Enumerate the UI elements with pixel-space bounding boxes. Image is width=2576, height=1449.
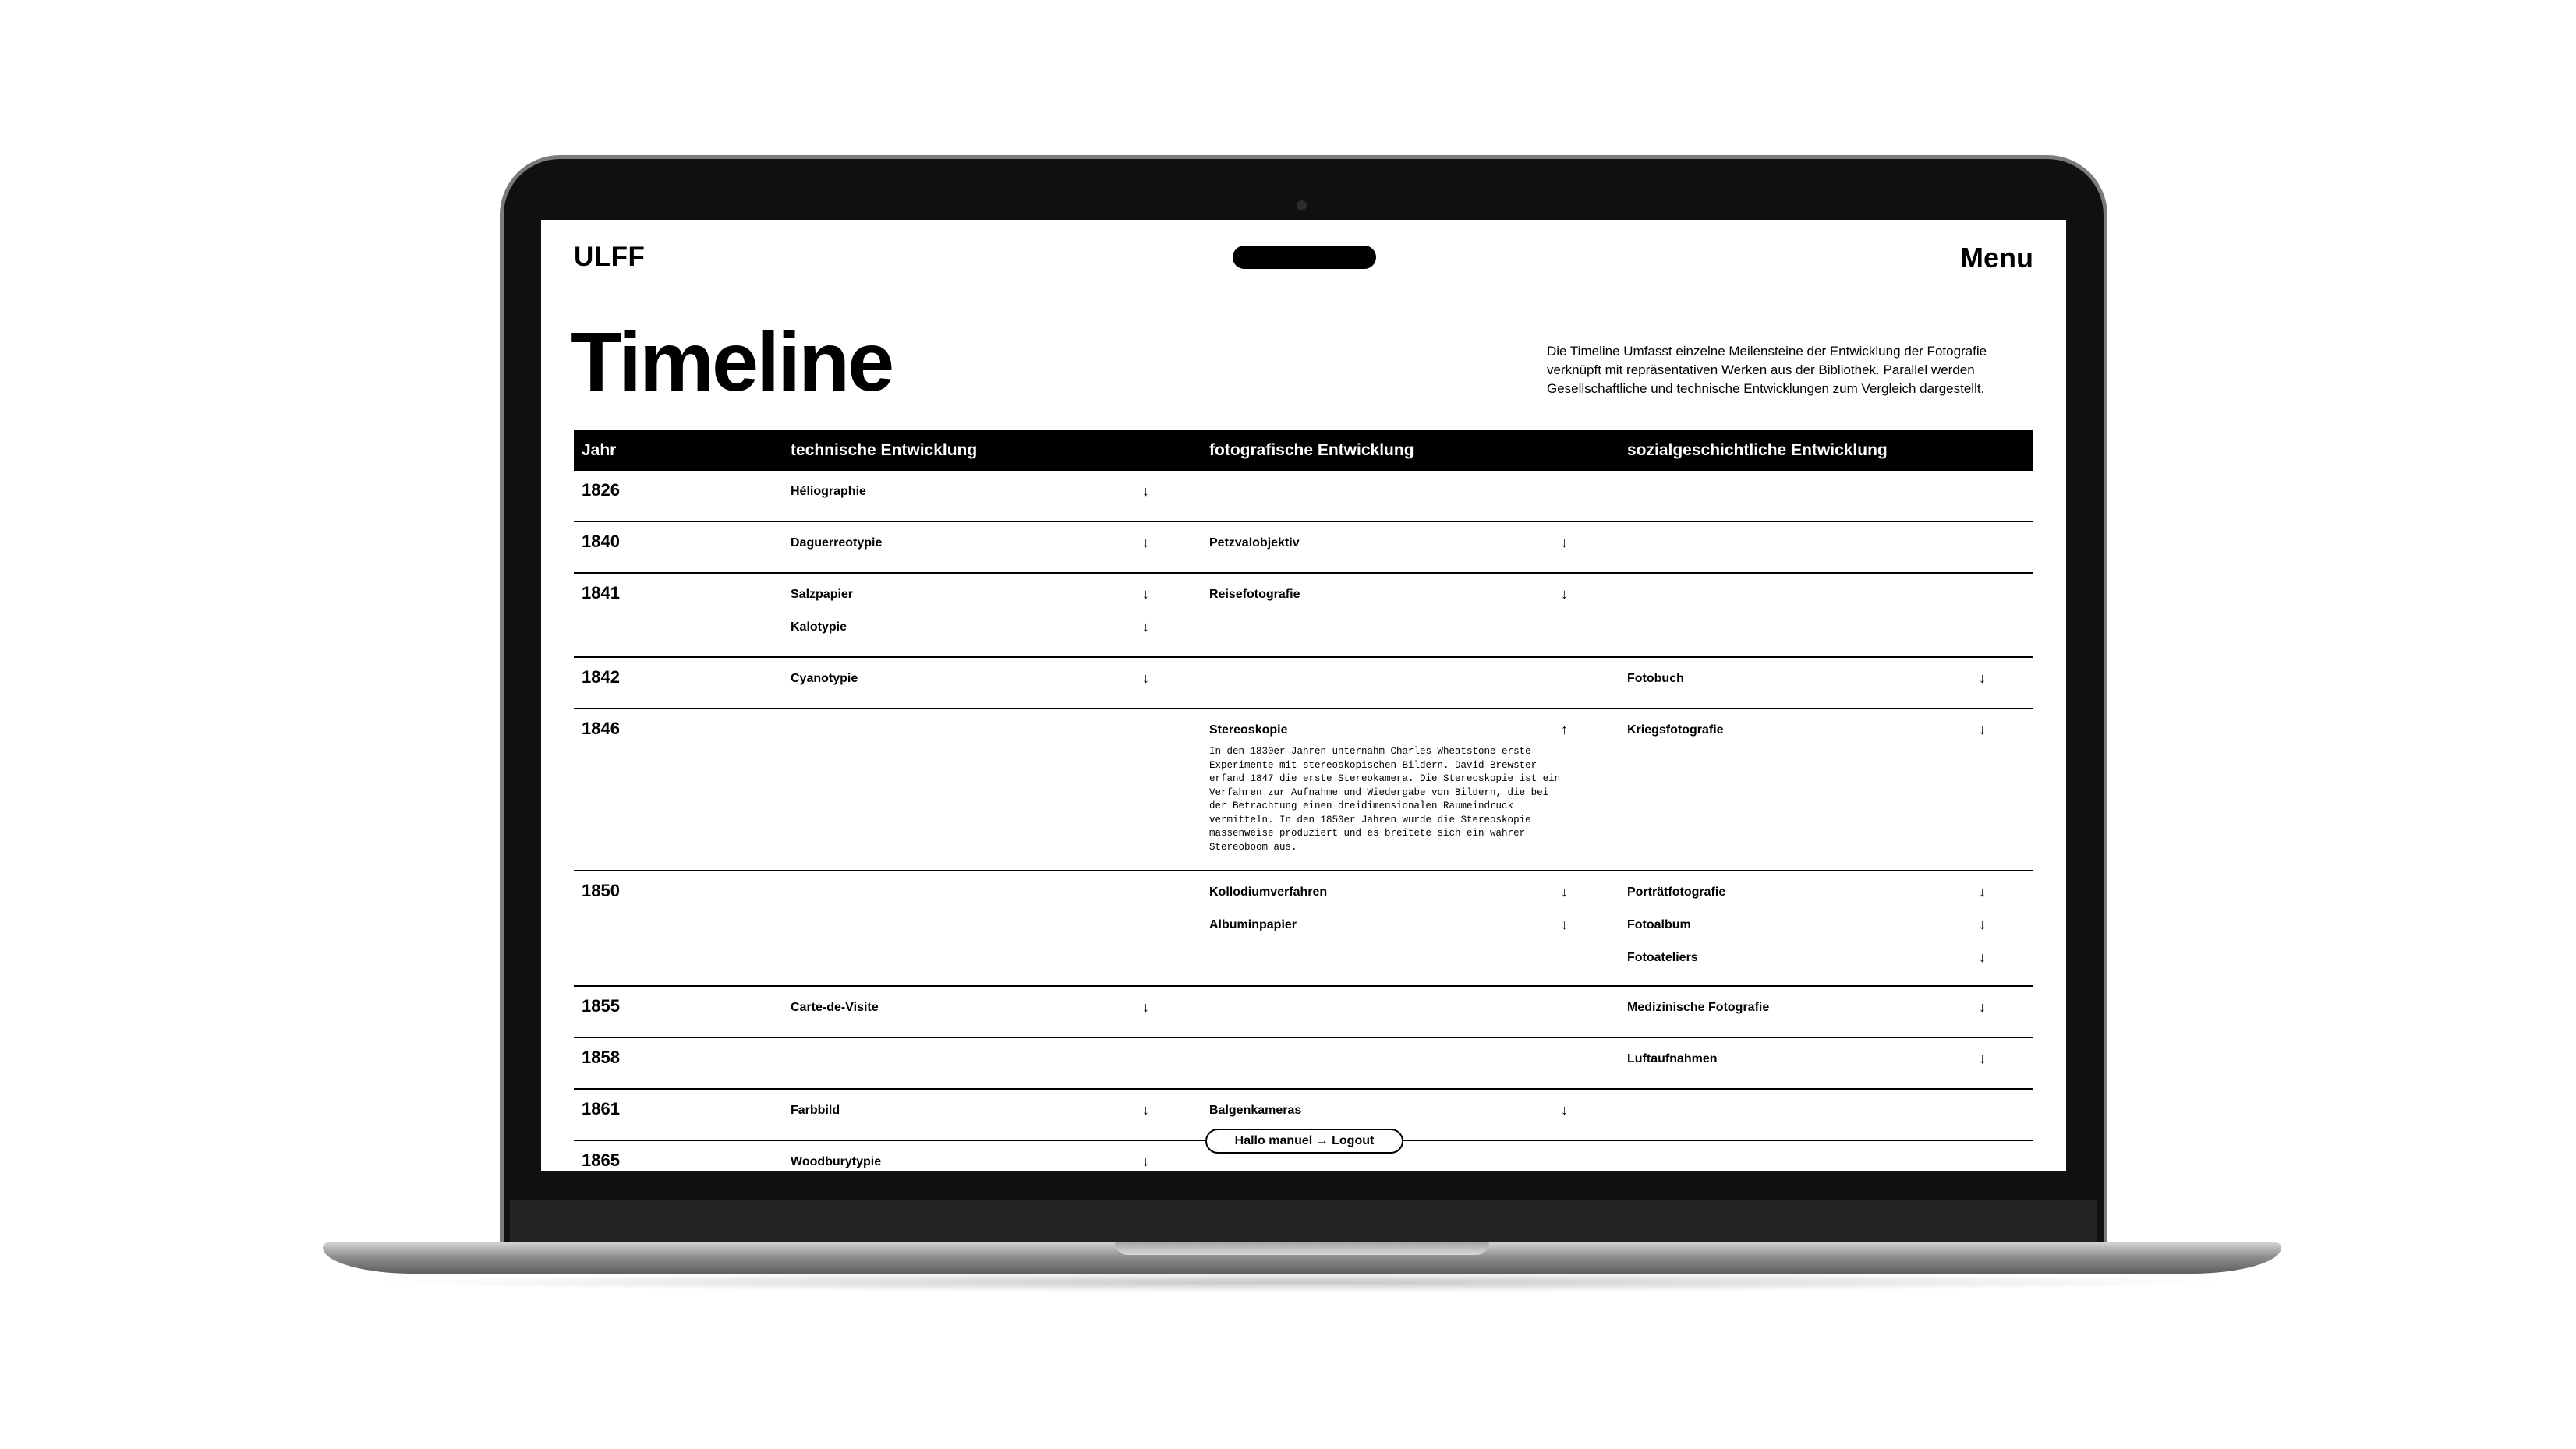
timeline-entry[interactable] bbox=[1209, 533, 1568, 566]
entry-label: Petzvalobjektiv bbox=[1209, 536, 1300, 550]
row-year: 1846 bbox=[582, 719, 620, 738]
webcam bbox=[1297, 200, 1307, 210]
expand-arrow-icon[interactable]: ↓ bbox=[1979, 722, 1986, 737]
expand-arrow-icon[interactable]: ↓ bbox=[1979, 999, 1986, 1015]
tech-column-cell bbox=[791, 669, 1149, 702]
tech-column-cell bbox=[791, 1152, 1149, 1171]
header-year: Jahr bbox=[582, 441, 617, 459]
table-row bbox=[574, 987, 2033, 1038]
tech-column-cell bbox=[791, 998, 1149, 1030]
entry-label: Farbbild bbox=[791, 1104, 840, 1117]
timeline-entry[interactable] bbox=[1209, 585, 1568, 617]
expand-arrow-icon[interactable]: ↓ bbox=[1561, 917, 1568, 932]
expand-arrow-icon[interactable]: ↓ bbox=[1142, 1154, 1149, 1169]
table-row bbox=[574, 871, 2033, 987]
entry-label: Cyanotypie bbox=[791, 672, 858, 685]
table-header bbox=[574, 430, 2033, 471]
photo-column-cell bbox=[1209, 882, 1568, 948]
expand-arrow-icon[interactable]: ↓ bbox=[1561, 1102, 1568, 1118]
tech-column-cell bbox=[791, 533, 1149, 566]
row-year: 1855 bbox=[582, 996, 620, 1016]
timeline-entry[interactable] bbox=[791, 1152, 1149, 1171]
expand-arrow-icon[interactable]: ↓ bbox=[1561, 586, 1568, 602]
timeline-entry[interactable] bbox=[1627, 882, 1986, 915]
timeline-entry[interactable] bbox=[791, 669, 1149, 702]
table-row bbox=[574, 471, 2033, 522]
laptop-notch bbox=[1115, 1242, 1489, 1255]
tech-column-cell bbox=[791, 482, 1149, 514]
header-tech: technische Entwicklung bbox=[791, 441, 978, 459]
intro-text: Die Timeline Umfasst einzelne Meilensteine der Entwicklung der Fotografie verknüpft mit repräsentativen Werken aus der Bibliothek. Parallel werden Gesellschaftliche und technische Entwicklungen zum Vergleich dargestellt. bbox=[1547, 344, 1987, 396]
row-year: 1850 bbox=[582, 881, 620, 900]
row-year: 1841 bbox=[582, 583, 620, 603]
entry-label: Reisefotografie bbox=[1209, 588, 1300, 601]
entry-label: Kriegsfotografie bbox=[1627, 723, 1724, 737]
expand-arrow-icon[interactable]: ↓ bbox=[1142, 483, 1149, 499]
expand-arrow-icon[interactable]: ↓ bbox=[1142, 586, 1149, 602]
table-row bbox=[574, 709, 2033, 871]
expand-arrow-icon[interactable]: ↓ bbox=[1561, 535, 1568, 550]
photo-column-cell bbox=[1209, 533, 1568, 566]
expand-arrow-icon[interactable]: ↓ bbox=[1561, 884, 1568, 899]
entry-label: Luftaufnahmen bbox=[1627, 1052, 1718, 1066]
table-row bbox=[574, 522, 2033, 574]
row-year: 1842 bbox=[582, 667, 620, 687]
table-body bbox=[574, 471, 2033, 1171]
expand-arrow-icon[interactable]: ↓ bbox=[1142, 1102, 1149, 1118]
social-column-cell bbox=[1627, 998, 1986, 1030]
header-pill bbox=[1233, 246, 1376, 269]
collapse-arrow-icon[interactable]: ↑ bbox=[1561, 722, 1568, 737]
timeline-entry[interactable] bbox=[791, 482, 1149, 514]
timeline-entry[interactable] bbox=[1627, 1049, 1986, 1082]
table-row bbox=[574, 658, 2033, 709]
timeline-entry[interactable] bbox=[791, 998, 1149, 1030]
entry-label: Stereoskopie bbox=[1209, 723, 1288, 737]
timeline-entry[interactable] bbox=[1209, 915, 1568, 948]
photo-column-cell bbox=[1209, 585, 1568, 617]
timeline-entry[interactable] bbox=[1627, 720, 1986, 753]
timeline-entry[interactable] bbox=[1209, 720, 1568, 753]
timeline-entry[interactable] bbox=[1627, 948, 1986, 981]
entry-label: Balgenkameras bbox=[1209, 1104, 1302, 1117]
site-logo[interactable]: ULFF bbox=[574, 242, 646, 272]
expand-arrow-icon[interactable]: ↓ bbox=[1142, 535, 1149, 550]
timeline-entry[interactable] bbox=[1627, 669, 1986, 702]
expand-arrow-icon[interactable]: ↓ bbox=[1142, 619, 1149, 634]
social-column-cell bbox=[1627, 882, 1986, 981]
page-title: Timeline bbox=[571, 314, 893, 408]
header-photo: fotografische Entwicklung bbox=[1209, 441, 1414, 459]
entry-label: Salzpapier bbox=[791, 588, 854, 601]
row-year: 1858 bbox=[582, 1048, 620, 1067]
social-column-cell bbox=[1627, 1049, 1986, 1082]
expand-arrow-icon[interactable]: ↓ bbox=[1979, 949, 1986, 965]
laptop-shadow bbox=[366, 1272, 2238, 1292]
header-social: sozialgeschichtliche Entwicklung bbox=[1627, 441, 1888, 459]
entry-label: Héliographie bbox=[791, 485, 866, 498]
entry-label: Albuminpapier bbox=[1209, 918, 1297, 931]
tech-column-cell bbox=[791, 1101, 1149, 1133]
entry-label: Fotoateliers bbox=[1627, 951, 1698, 964]
timeline-entry[interactable] bbox=[1627, 915, 1986, 948]
expand-arrow-icon[interactable]: ↓ bbox=[1979, 1051, 1986, 1066]
entry-label: Porträtfotografie bbox=[1627, 885, 1726, 899]
expand-arrow-icon[interactable]: ↓ bbox=[1979, 884, 1986, 899]
entry-label: Kollodiumverfahren bbox=[1209, 885, 1328, 899]
laptop-chin bbox=[510, 1200, 2097, 1244]
entry-label: Fotoalbum bbox=[1627, 918, 1691, 931]
row-year: 1865 bbox=[582, 1150, 620, 1170]
entry-label: Fotobuch bbox=[1627, 672, 1684, 685]
entry-label: Carte-de-Visite bbox=[791, 1001, 879, 1014]
logout-pill[interactable]: Hallo manuel → Logout bbox=[1205, 1129, 1403, 1154]
expand-arrow-icon[interactable]: ↓ bbox=[1142, 999, 1149, 1015]
timeline-entry[interactable] bbox=[1627, 998, 1986, 1030]
social-column-cell bbox=[1627, 720, 1986, 753]
entry-label: Kalotypie bbox=[791, 620, 847, 634]
timeline-entry[interactable] bbox=[1209, 882, 1568, 915]
entry-label: Medizinische Fotografie bbox=[1627, 1001, 1770, 1014]
row-year: 1861 bbox=[582, 1099, 620, 1119]
entry-description: In den 1830er Jahren unternahm Charles Wheatstone erste Experimente mit stereoskopischen Bildern. David Brewster erfand 1847 die erste Stereokamera. Die Stereoskopie ist ein Verfahren zur Aufnahme und Wiedergabe von Bildern, die bei der Betrachtung einen dreidimensionalen Raumeindruck vermitteln. In den 1850er Jahren wurde die Stereoskopie massenweise produziert und es breitete sich ein wahrer Stereoboom aus. bbox=[1209, 746, 1561, 853]
table-row bbox=[574, 574, 2033, 658]
table-row bbox=[574, 1038, 2033, 1090]
entry-label: Daguerreotypie bbox=[791, 536, 883, 550]
social-column-cell bbox=[1627, 669, 1986, 702]
expand-arrow-icon[interactable]: ↓ bbox=[1979, 917, 1986, 932]
row-year: 1840 bbox=[582, 532, 620, 551]
timeline-entry[interactable] bbox=[791, 533, 1149, 566]
timeline-entry[interactable] bbox=[791, 585, 1149, 617]
row-year: 1826 bbox=[582, 480, 620, 500]
browser-screen bbox=[541, 220, 2066, 1171]
timeline-entry[interactable] bbox=[791, 617, 1149, 650]
expand-arrow-icon[interactable]: ↓ bbox=[1979, 670, 1986, 686]
tech-column-cell bbox=[791, 585, 1149, 650]
entry-label: Woodburytypie bbox=[791, 1155, 882, 1168]
timeline-table bbox=[574, 430, 2033, 1171]
menu-button[interactable]: Menu bbox=[1960, 242, 2033, 274]
timeline-entry[interactable] bbox=[791, 1101, 1149, 1133]
expand-arrow-icon[interactable]: ↓ bbox=[1142, 670, 1149, 686]
photo-column-cell bbox=[1209, 720, 1568, 854]
